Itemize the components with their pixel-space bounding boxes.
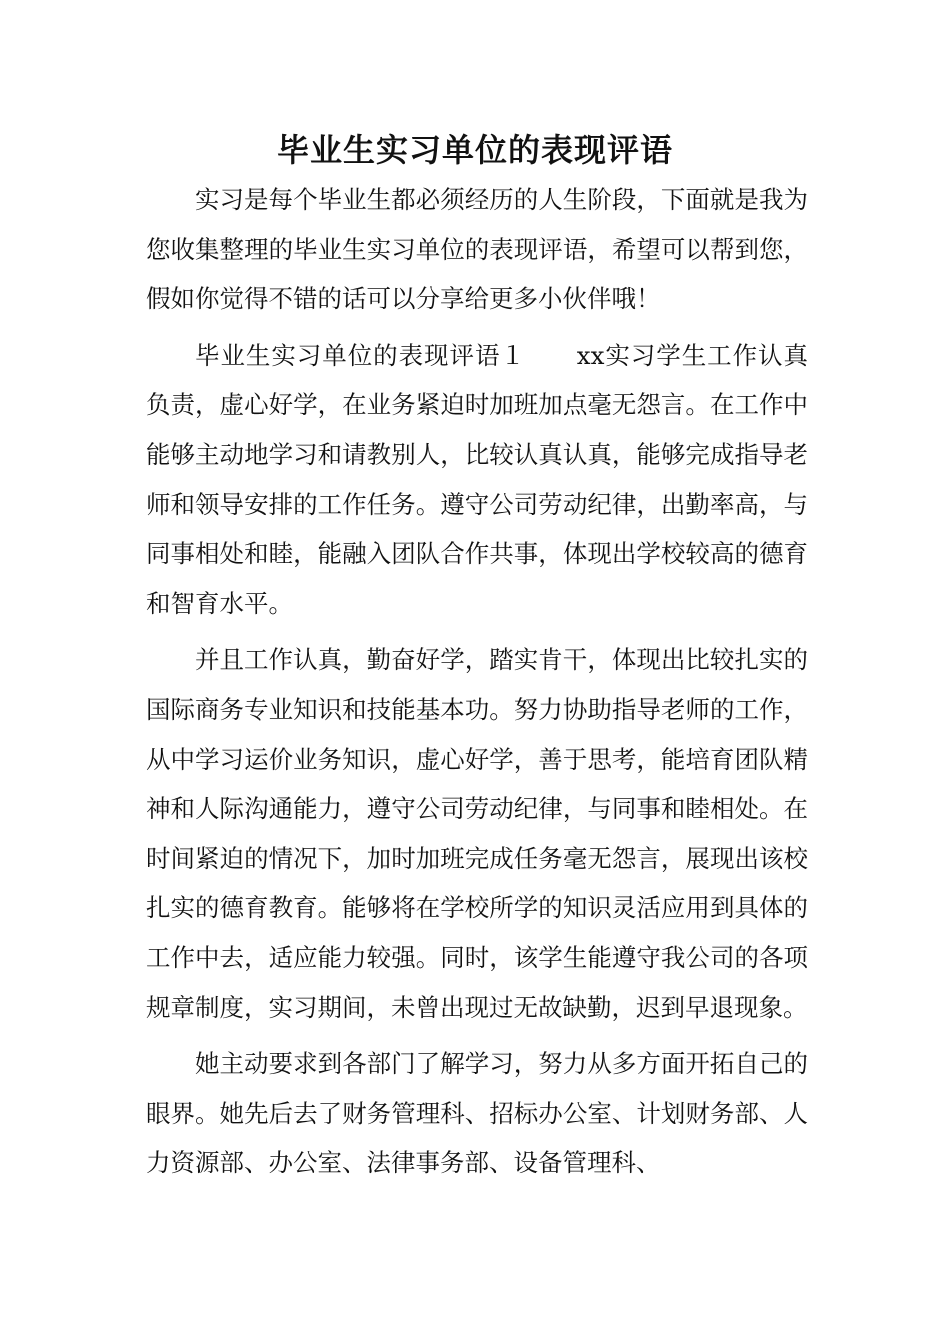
document-body <box>146 175 808 1195</box>
paragraph-review-2: 并且工作认真，勤奋好学，踏实肯干，体现出比较扎实的国际商务专业知识和技能基本功。努力协助指导老师的工作，从中学习运价业务知识，虚心好学，善于思考，能培育团队精神和人际沟通能力，遵守公司劳动纪律，与同事和睦相处。在时间紧迫的情况下，加时加班完成任务毫无怨言，展现出该校扎实的德育教育。能够将在学校所学的知识灵活应用到具体的工作中去，适应能力较强。同时，该学生能遵守我公司的各项规章制度，实习期间，未曾出现过无故缺勤，迟到早退现象。 <box>146 645 808 1022</box>
paragraph-intro: 实习是每个毕业生都必须经历的人生阶段，下面就是我为您收集整理的毕业生实习单位的表现评语，希望可以帮到您，假如你觉得不错的话可以分享给更多小伙伴哦！ <box>146 185 808 314</box>
paragraph-review-3: 她主动要求到各部门了解学习，努力从多方面开拓自己的眼界。她先后去了财务管理科、招标办公室、计划财务部、人力资源部、办公室、法律事务部、设备管理科、 <box>146 1049 808 1178</box>
page-title: 毕业生实习单位的表现评语 <box>276 131 673 169</box>
paragraph-review-1: 毕业生实习单位的表现评语１ xx实习学生工作认真负责，虚心好学，在业务紧迫时加班加点毫无怨言。在工作中能够主动地学习和请教别人，比较认真认真，能够完成指导老师和领导安排的工作任务。遵守公司劳动纪律，出勤率高，与同事相处和睦，能融入团队合作共事，体现出学校较高的德育和智育水平。 <box>146 340 808 618</box>
